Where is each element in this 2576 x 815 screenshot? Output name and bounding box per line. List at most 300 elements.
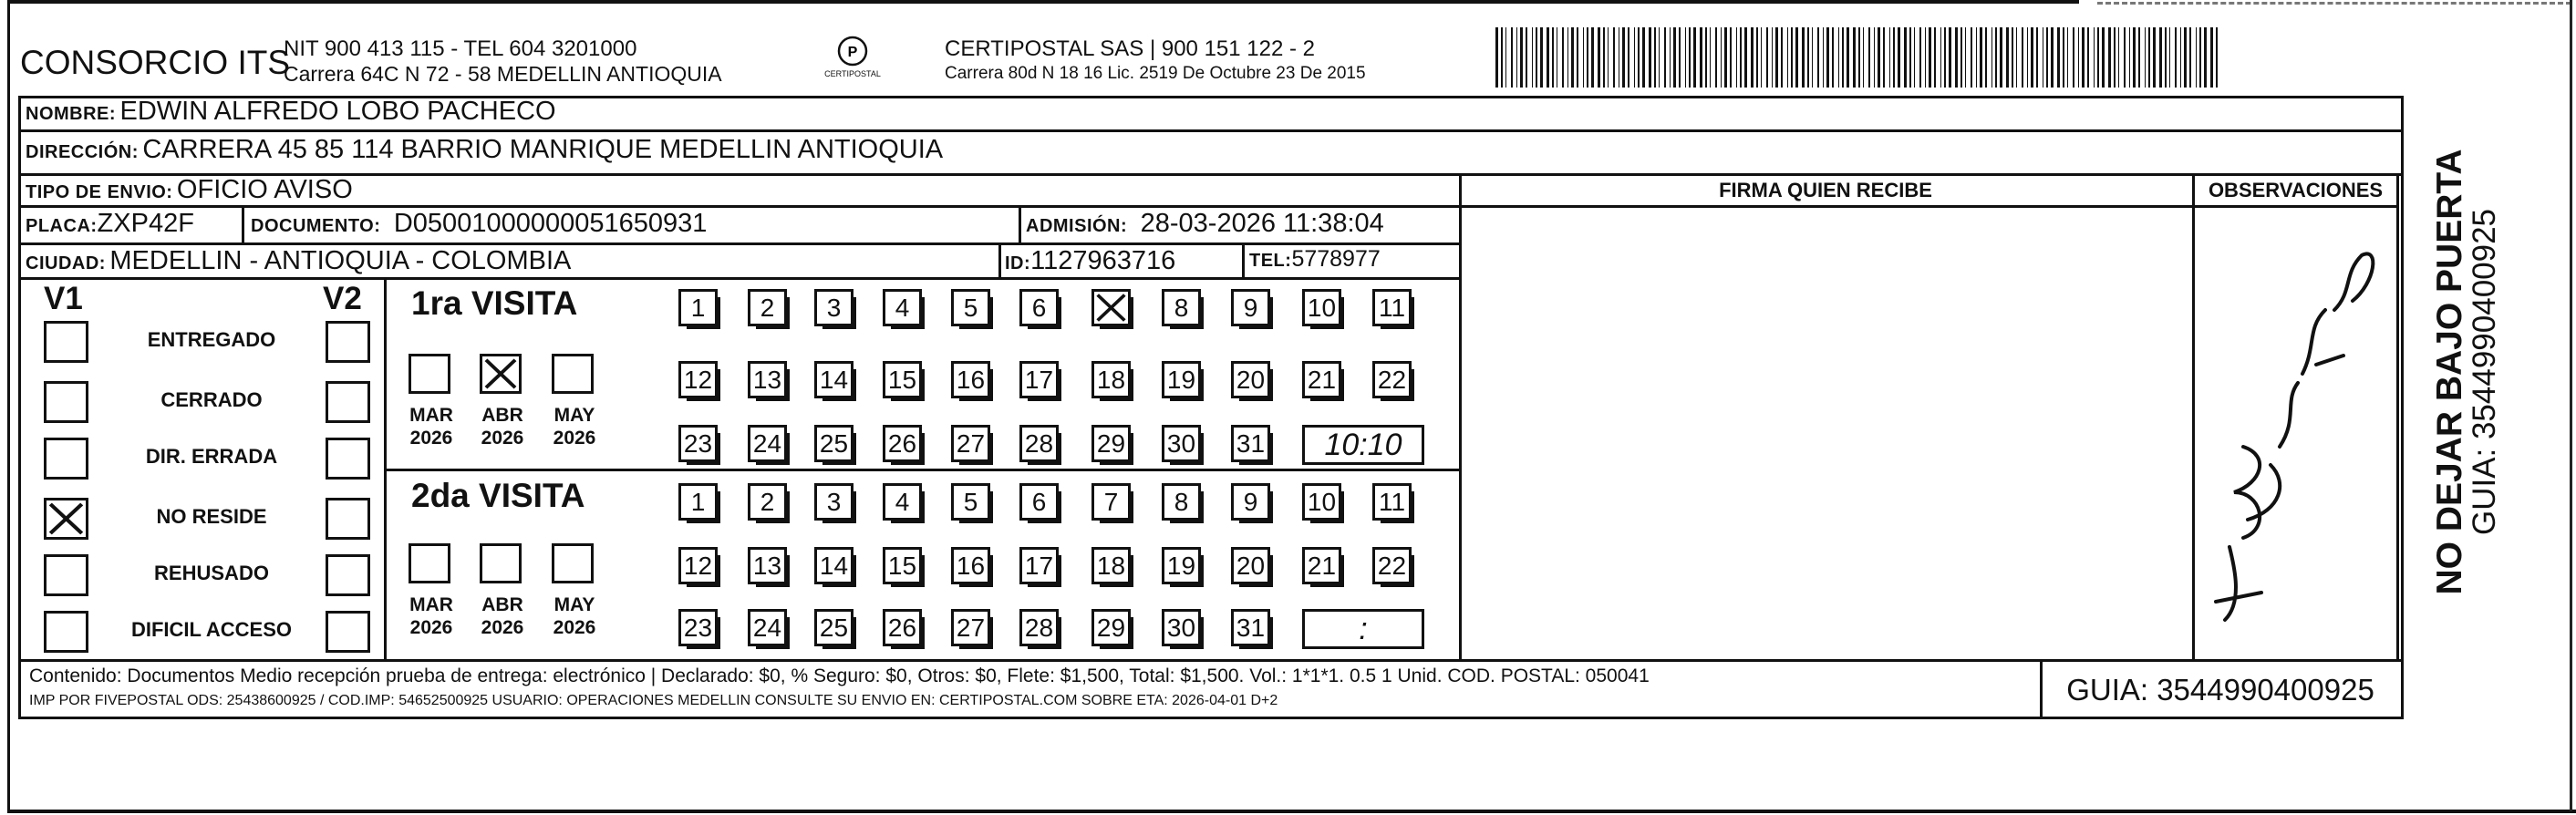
month-name: ABR bbox=[481, 594, 523, 615]
barcode-bar bbox=[1761, 27, 1762, 88]
day-number: 13 bbox=[752, 552, 782, 580]
day-number: 16 bbox=[956, 366, 986, 394]
day-box[interactable] bbox=[1231, 425, 1270, 462]
row-line-2 bbox=[18, 173, 2404, 176]
barcode-bar bbox=[1898, 27, 1900, 88]
day-number: 16 bbox=[956, 552, 986, 580]
barcode-bar bbox=[1664, 27, 1666, 88]
day-box[interactable] bbox=[678, 425, 718, 462]
barcode-bar bbox=[1532, 27, 1533, 88]
barcode-bar bbox=[1634, 27, 1635, 88]
barcode-bar bbox=[1955, 27, 1958, 88]
day-box[interactable] bbox=[1372, 289, 1412, 326]
day-box[interactable] bbox=[1302, 289, 1341, 326]
placa-sep bbox=[242, 208, 244, 242]
v2-checkbox[interactable] bbox=[326, 438, 370, 480]
barcode-bar bbox=[1608, 27, 1609, 88]
barcode-bar bbox=[2189, 27, 2191, 88]
barcode-bar bbox=[1654, 27, 1656, 88]
day-box[interactable] bbox=[678, 483, 718, 521]
day-box[interactable] bbox=[748, 609, 787, 646]
barcode-bar bbox=[1965, 27, 1966, 88]
month-year: 2026 bbox=[481, 428, 524, 449]
day-box[interactable] bbox=[1302, 547, 1341, 584]
barcode-bar bbox=[2199, 27, 2201, 88]
barcode-bar bbox=[1826, 27, 1829, 88]
visit1-time-box[interactable]: 10:10 bbox=[1302, 425, 1424, 465]
id-cell bbox=[1005, 246, 1175, 276]
visit1-month-checkbox[interactable] bbox=[409, 354, 450, 394]
barcode-bar bbox=[1659, 27, 1660, 88]
ciudad-cell bbox=[26, 246, 571, 276]
day-number: 18 bbox=[1096, 366, 1126, 394]
day-box[interactable] bbox=[1231, 483, 1270, 521]
day-number: 15 bbox=[887, 366, 917, 394]
barcode-bar bbox=[1495, 27, 1498, 88]
day-box[interactable] bbox=[748, 425, 787, 462]
visit2-month-checkbox[interactable] bbox=[409, 543, 450, 583]
day-box[interactable] bbox=[951, 425, 990, 462]
day-box[interactable] bbox=[678, 547, 718, 584]
barcode-bar bbox=[1689, 27, 1691, 88]
day-box[interactable] bbox=[814, 425, 853, 462]
month-name: ABR bbox=[481, 405, 523, 426]
barcode-bar bbox=[2153, 27, 2156, 88]
barcode-bar bbox=[1540, 27, 1543, 88]
day-box[interactable] bbox=[1231, 361, 1270, 398]
barcode-bar bbox=[1858, 27, 1860, 88]
barcode-bar bbox=[1991, 27, 1992, 88]
barcode-bar bbox=[1944, 27, 1946, 88]
barcode-bar bbox=[1744, 27, 1747, 88]
visit2-month-label bbox=[399, 593, 463, 639]
day-box[interactable] bbox=[883, 425, 922, 462]
day-number: 8 bbox=[1174, 294, 1189, 322]
col-obs-right bbox=[2396, 173, 2399, 659]
barcode-bar bbox=[2046, 27, 2048, 88]
day-box[interactable] bbox=[951, 289, 990, 326]
day-number: 19 bbox=[1166, 366, 1196, 394]
day-box[interactable] bbox=[1372, 547, 1412, 584]
direccion-row bbox=[26, 135, 943, 165]
day-box[interactable] bbox=[678, 609, 718, 646]
v1-checkbox[interactable] bbox=[44, 611, 88, 653]
visit1-title: 1ra VISITA bbox=[411, 284, 578, 322]
barcode-bar bbox=[2073, 27, 2074, 88]
certipostal-logo bbox=[816, 33, 889, 83]
ciudad-value: MEDELLIN - ANTIOQUIA - COLOMBIA bbox=[109, 246, 572, 275]
day-box[interactable] bbox=[951, 609, 990, 646]
side-text-2: GUIA: 3544990400925 bbox=[2467, 208, 2502, 536]
visit1-month-label bbox=[471, 404, 534, 449]
day-box[interactable] bbox=[1091, 547, 1131, 584]
barcode-bar bbox=[1571, 27, 1574, 88]
barcode-bar bbox=[1583, 27, 1584, 88]
barcode-bar bbox=[1751, 27, 1754, 88]
day-number: 8 bbox=[1174, 488, 1189, 516]
barcode-bar bbox=[2129, 27, 2130, 88]
barcode-bar bbox=[1795, 27, 1798, 88]
barcode-bar bbox=[1577, 27, 1578, 88]
placa-cell bbox=[26, 209, 194, 239]
day-box[interactable] bbox=[814, 609, 853, 646]
month-year: 2026 bbox=[409, 428, 453, 449]
day-box[interactable] bbox=[1302, 361, 1341, 398]
admision-sep bbox=[1019, 208, 1021, 242]
barcode-bar bbox=[2012, 27, 2013, 88]
day-box[interactable] bbox=[1162, 483, 1201, 521]
barcode-bar bbox=[1791, 27, 1793, 88]
barcode-bar bbox=[2159, 27, 2162, 88]
day-box[interactable] bbox=[1019, 483, 1059, 521]
day-number: 5 bbox=[963, 294, 978, 322]
col-obs-left bbox=[2192, 173, 2195, 659]
visit1-month-label bbox=[399, 404, 463, 449]
day-number: 24 bbox=[752, 429, 782, 458]
v2-checkbox[interactable] bbox=[326, 611, 370, 653]
footer-imp: IMP POR FIVEPOSTAL ODS: 25438600925 / COD.IMP: 54652500925 USUARIO: OPERACIONES MEDELLIN CONSULTE SU ENVIO EN: CERTIPOSTAL.COM SOBRE ETA: 2026-04-01 D+2 bbox=[29, 693, 1278, 708]
visit2-month-checkbox[interactable] bbox=[480, 543, 522, 583]
day-box[interactable] bbox=[678, 289, 718, 326]
day-number: 22 bbox=[1377, 366, 1407, 394]
month-name: MAR bbox=[409, 405, 453, 426]
top-border bbox=[9, 0, 2079, 4]
barcode-bar bbox=[1628, 27, 1629, 88]
day-box[interactable] bbox=[1019, 425, 1059, 462]
day-box[interactable] bbox=[814, 361, 853, 398]
barcode-bar bbox=[1567, 27, 1568, 88]
barcode-bar bbox=[1889, 27, 1890, 88]
day-number: 23 bbox=[683, 429, 713, 458]
visit-row-sep bbox=[384, 469, 1460, 471]
placa-value: ZXP42F bbox=[97, 209, 194, 238]
ciudad-label: CIUDAD: bbox=[26, 253, 106, 273]
id-label: ID: bbox=[1005, 253, 1031, 273]
day-number: 23 bbox=[683, 614, 713, 642]
barcode-bar bbox=[2022, 27, 2023, 88]
visit1-month-checkbox[interactable] bbox=[480, 354, 522, 394]
barcode-bar bbox=[1980, 27, 1982, 88]
barcode-bar bbox=[1949, 27, 1951, 88]
placa-label: PLACA: bbox=[26, 216, 98, 236]
visit2-month-label bbox=[543, 593, 606, 639]
visit2-time-box[interactable]: : bbox=[1302, 609, 1424, 649]
documento-value: D05001000000051650931 bbox=[393, 209, 708, 238]
day-box[interactable] bbox=[883, 483, 922, 521]
barcode-bar bbox=[2102, 27, 2105, 88]
barcode-bar bbox=[1925, 27, 1926, 88]
admision-value: 28-03-2026 11:38:04 bbox=[1140, 209, 1384, 238]
day-box[interactable] bbox=[1019, 361, 1059, 398]
day-box[interactable] bbox=[1091, 609, 1131, 646]
admision-label: ADMISIÓN: bbox=[1026, 216, 1128, 236]
obs-header-line bbox=[1459, 205, 2396, 208]
day-box[interactable] bbox=[1162, 609, 1201, 646]
tipo-row bbox=[26, 175, 353, 205]
v1-checkbox[interactable] bbox=[44, 321, 88, 363]
barcode-bar bbox=[1823, 27, 1824, 88]
barcode-bar bbox=[2000, 27, 2002, 88]
day-number: 14 bbox=[819, 366, 849, 394]
barcode-bar bbox=[1673, 27, 1676, 88]
barcode-bar bbox=[1622, 27, 1625, 88]
status-label: DIFICIL ACCESO bbox=[130, 618, 292, 641]
barcode-bar bbox=[1802, 27, 1805, 88]
day-box[interactable] bbox=[1372, 361, 1412, 398]
day-box[interactable] bbox=[748, 547, 787, 584]
day-number: 27 bbox=[956, 614, 986, 642]
barcode-bar bbox=[1547, 27, 1549, 88]
day-number: 21 bbox=[1307, 552, 1337, 580]
barcode-bar bbox=[1710, 27, 1711, 88]
v2-checkbox[interactable] bbox=[326, 381, 370, 423]
barcode-bar bbox=[1724, 27, 1727, 88]
day-box[interactable] bbox=[748, 289, 787, 326]
barcode-bar bbox=[1587, 27, 1588, 88]
svg-text:P: P bbox=[847, 45, 858, 60]
barcode-bar bbox=[1642, 27, 1645, 88]
day-box[interactable] bbox=[1231, 609, 1270, 646]
barcode-bar bbox=[2094, 27, 2095, 88]
barcode-bar bbox=[1929, 27, 1931, 88]
firma-header: FIRMA QUIEN RECIBE bbox=[1719, 179, 1932, 201]
day-box[interactable] bbox=[1019, 289, 1059, 326]
day-number: 4 bbox=[895, 294, 910, 322]
v2-checkbox[interactable] bbox=[326, 321, 370, 363]
right-vertical-line bbox=[2570, 0, 2572, 811]
barcode-bar bbox=[1715, 27, 1717, 88]
id-sep bbox=[998, 245, 1001, 277]
day-box[interactable] bbox=[1162, 425, 1201, 462]
barcode-bar bbox=[1934, 27, 1936, 88]
day-number: 30 bbox=[1166, 614, 1196, 642]
certipostal-line1: CERTIPOSTAL SAS | 900 151 122 - 2 bbox=[945, 36, 1315, 61]
day-number: 30 bbox=[1166, 429, 1196, 458]
day-box[interactable] bbox=[814, 483, 853, 521]
barcode-bar bbox=[1812, 27, 1813, 88]
barcode-bar bbox=[1817, 27, 1819, 88]
v2-checkbox[interactable] bbox=[326, 554, 370, 596]
day-box[interactable] bbox=[748, 361, 787, 398]
day-box[interactable] bbox=[1091, 425, 1131, 462]
barcode-bar bbox=[1883, 27, 1885, 88]
day-number: 5 bbox=[963, 488, 978, 516]
tel-value: 5778977 bbox=[1291, 246, 1381, 272]
day-number: 21 bbox=[1307, 366, 1337, 394]
barcode-bar bbox=[1781, 27, 1783, 88]
v1-checkbox[interactable] bbox=[44, 554, 88, 596]
side-text-1: NO DEJAR BAJO PUERTA bbox=[2430, 149, 2469, 595]
barcode-bar bbox=[1536, 27, 1537, 88]
day-number: 1 bbox=[690, 294, 706, 322]
barcode-bar bbox=[2082, 27, 2085, 88]
v1-label: V1 bbox=[44, 281, 83, 316]
day-number: 9 bbox=[1243, 488, 1258, 516]
day-box[interactable] bbox=[1162, 289, 1201, 326]
day-number: 20 bbox=[1236, 366, 1266, 394]
month-year: 2026 bbox=[553, 428, 596, 449]
v1-checkbox[interactable] bbox=[44, 498, 88, 540]
col-firma-left bbox=[1459, 173, 1462, 659]
barcode-bar bbox=[2097, 27, 2099, 88]
status-label: NO RESIDE bbox=[156, 505, 267, 528]
day-box[interactable] bbox=[1162, 361, 1201, 398]
day-box[interactable] bbox=[883, 547, 922, 584]
tel-label: TEL: bbox=[1249, 251, 1292, 271]
barcode-bar bbox=[1501, 27, 1503, 88]
day-number: 18 bbox=[1096, 552, 1126, 580]
barcode-bar bbox=[1649, 27, 1651, 88]
barcode-bar bbox=[2006, 27, 2009, 88]
barcode-bar bbox=[1598, 27, 1600, 88]
barcode-bar bbox=[2114, 27, 2116, 88]
barcode-bar bbox=[2016, 27, 2017, 88]
day-number: 19 bbox=[1166, 552, 1196, 580]
day-number: 12 bbox=[683, 366, 713, 394]
day-box[interactable] bbox=[1231, 289, 1270, 326]
day-box[interactable] bbox=[1091, 289, 1131, 326]
day-number: 4 bbox=[895, 488, 910, 516]
handwritten-signature-icon bbox=[2198, 219, 2394, 647]
day-box[interactable] bbox=[1372, 483, 1412, 521]
barcode-bar bbox=[1832, 27, 1834, 88]
day-number: 25 bbox=[819, 614, 849, 642]
barcode-bar bbox=[1940, 27, 1941, 88]
barcode-bar bbox=[2133, 27, 2136, 88]
day-number: 17 bbox=[1024, 552, 1054, 580]
barcode-bar bbox=[1787, 27, 1788, 88]
signature bbox=[2198, 219, 2394, 647]
checkmark-x-icon bbox=[47, 500, 86, 537]
barcode-bar bbox=[1700, 27, 1702, 88]
day-number: 22 bbox=[1377, 552, 1407, 580]
barcode-bar bbox=[2087, 27, 2089, 88]
bottom-border bbox=[9, 810, 2576, 813]
day-box[interactable] bbox=[814, 547, 853, 584]
day-box[interactable] bbox=[814, 289, 853, 326]
month-name: MAY bbox=[553, 594, 595, 615]
day-box[interactable] bbox=[883, 289, 922, 326]
barcode-bar bbox=[1909, 27, 1911, 88]
day-number: 27 bbox=[956, 429, 986, 458]
row-line-5 bbox=[18, 277, 1461, 280]
barcode-bar bbox=[1853, 27, 1856, 88]
barcode-bar bbox=[1505, 27, 1506, 88]
day-number: 13 bbox=[752, 366, 782, 394]
day-box[interactable] bbox=[883, 361, 922, 398]
day-number: 11 bbox=[1378, 488, 1406, 516]
visit2-title: 2da VISITA bbox=[411, 477, 585, 514]
visit2-month-checkbox[interactable] bbox=[552, 543, 594, 583]
status-label: ENTREGADO bbox=[147, 328, 276, 351]
day-number: 2 bbox=[760, 488, 775, 516]
day-box[interactable] bbox=[1302, 483, 1341, 521]
month-year: 2026 bbox=[409, 617, 453, 638]
barcode-bar bbox=[1847, 27, 1849, 88]
day-box[interactable] bbox=[1019, 547, 1059, 584]
day-number: 26 bbox=[887, 429, 917, 458]
barcode-bar bbox=[1878, 27, 1880, 88]
barcode-bar bbox=[1603, 27, 1605, 88]
barcode-bar bbox=[2210, 27, 2213, 88]
barcode-bar bbox=[2078, 27, 2079, 88]
v1-checkbox[interactable] bbox=[44, 381, 88, 423]
row-line-1 bbox=[18, 129, 2404, 132]
day-number: 3 bbox=[826, 294, 842, 322]
barcode-bar bbox=[1562, 27, 1564, 88]
day-box[interactable] bbox=[748, 483, 787, 521]
day-box[interactable] bbox=[1091, 361, 1131, 398]
barcode-bar bbox=[2051, 27, 2054, 88]
company-address: Carrera 64C N 72 - 58 MEDELLIN ANTIOQUIA bbox=[284, 62, 722, 86]
barcode-image bbox=[1495, 27, 2225, 88]
barcode-bar bbox=[1736, 27, 1737, 88]
barcode-bar bbox=[2118, 27, 2119, 88]
status-label: REHUSADO bbox=[154, 562, 269, 584]
certipostal-line2: Carrera 80d N 18 16 Lic. 2519 De Octubre 23 De 2015 bbox=[945, 64, 1366, 83]
tipo-value: OFICIO AVISO bbox=[176, 175, 353, 204]
barcode-bar bbox=[1520, 27, 1523, 88]
v1-checkbox[interactable] bbox=[44, 438, 88, 480]
day-number: 25 bbox=[819, 429, 849, 458]
footer-guia: GUIA: 3544990400925 bbox=[2066, 673, 2374, 707]
day-number: 24 bbox=[752, 614, 782, 642]
day-box[interactable] bbox=[678, 361, 718, 398]
barcode-bar bbox=[1807, 27, 1809, 88]
barcode-bar bbox=[2216, 27, 2218, 88]
month-name: MAY bbox=[553, 405, 595, 426]
tel-cell bbox=[1249, 246, 1381, 273]
day-number: 15 bbox=[887, 552, 917, 580]
company-nit: NIT 900 413 115 - TEL 604 3201000 bbox=[284, 36, 637, 61]
barcode-bar bbox=[1740, 27, 1742, 88]
month-year: 2026 bbox=[553, 617, 596, 638]
direccion-value: CARRERA 45 85 114 BARRIO MANRIQUE MEDELLIN ANTIOQUIA bbox=[142, 135, 944, 164]
v2-label: V2 bbox=[323, 281, 362, 316]
day-box[interactable] bbox=[1019, 609, 1059, 646]
barcode-bar bbox=[1526, 27, 1527, 88]
barcode-bar bbox=[1772, 27, 1773, 88]
day-number: 1 bbox=[690, 488, 706, 516]
day-box[interactable] bbox=[951, 361, 990, 398]
day-number: 26 bbox=[887, 614, 917, 642]
barcode-bar bbox=[1971, 27, 1972, 88]
v2-checkbox[interactable] bbox=[326, 498, 370, 540]
barcode-bar bbox=[2175, 27, 2177, 88]
barcode-bar bbox=[1756, 27, 1758, 88]
day-number: 31 bbox=[1236, 429, 1266, 458]
barcode-bar bbox=[1863, 27, 1864, 88]
barcode-bar bbox=[1685, 27, 1686, 88]
barcode-bar bbox=[2184, 27, 2187, 88]
visit2-month-label bbox=[471, 593, 534, 639]
day-box[interactable] bbox=[1231, 547, 1270, 584]
day-box[interactable] bbox=[1162, 547, 1201, 584]
day-box[interactable] bbox=[951, 547, 990, 584]
barcode-bar bbox=[1766, 27, 1768, 88]
barcode-bar bbox=[1960, 27, 1962, 88]
day-box[interactable] bbox=[1091, 483, 1131, 521]
barcode-bar bbox=[1976, 27, 1977, 88]
barcode-bar bbox=[1985, 27, 1987, 88]
visit1-month-checkbox[interactable] bbox=[552, 354, 594, 394]
barcode-bar bbox=[1552, 27, 1554, 88]
id-value: 1127963716 bbox=[1030, 246, 1176, 275]
barcode-bar bbox=[2138, 27, 2140, 88]
day-number: 28 bbox=[1024, 614, 1054, 642]
day-box[interactable] bbox=[883, 609, 922, 646]
day-box[interactable] bbox=[951, 483, 990, 521]
